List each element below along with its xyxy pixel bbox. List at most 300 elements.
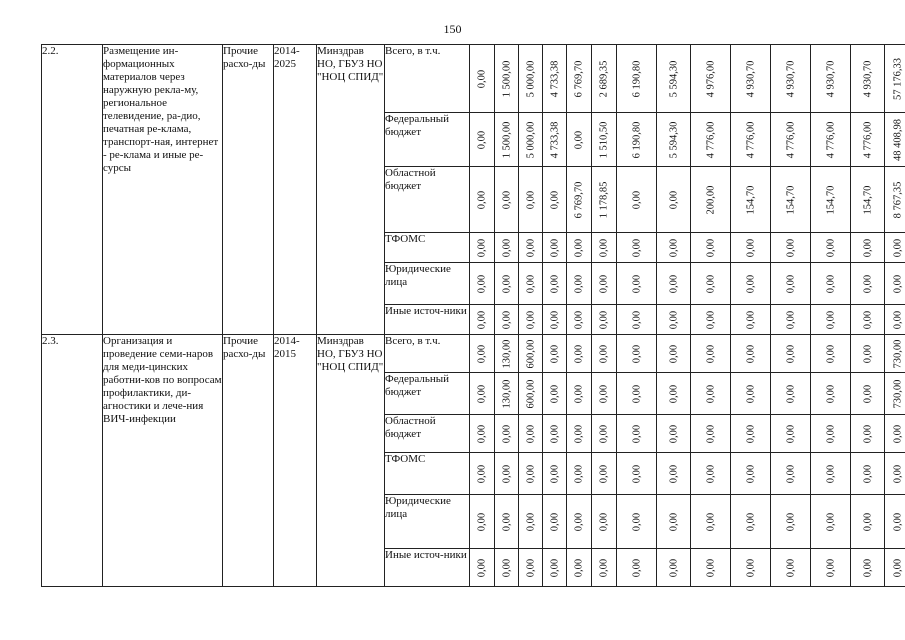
value-text: 0,00 [549, 190, 560, 209]
value-cell [657, 495, 691, 549]
value-cell [657, 263, 691, 305]
value-cell [885, 113, 905, 167]
value-cell [851, 167, 885, 233]
value-text: 0,00 [631, 384, 642, 403]
section-name: Организация и проведение семи-наров для меди-цинских работни-ков по вопросам профилактики, ди-агностики и лече-ния ВИЧ-инфекции [103, 335, 223, 587]
value-text: 5 594,30 [668, 60, 679, 97]
value-text: 0,00 [862, 384, 873, 403]
value-text: 0,00 [476, 464, 488, 483]
value-text: 0,00 [598, 424, 610, 443]
value-text: 0,00 [785, 310, 796, 329]
value-text: 0,00 [549, 384, 560, 403]
value-cell [771, 305, 811, 335]
value-cell [567, 373, 592, 415]
value-cell [657, 305, 691, 335]
value-cell [731, 305, 771, 335]
budget-table [41, 44, 905, 587]
value-text: 0,00 [573, 558, 585, 577]
value-cell [470, 45, 495, 113]
value-text: 0,00 [501, 310, 512, 329]
value-cell [543, 373, 567, 415]
expense-type: Прочие расхо-ды [223, 45, 274, 335]
value-cell [470, 495, 495, 549]
value-text: 0,00 [705, 384, 716, 403]
value-text: 0,00 [525, 190, 536, 209]
value-text: 0,00 [825, 464, 836, 483]
value-text: 0,00 [476, 69, 488, 88]
funding-source-label: ТФОМС [385, 233, 470, 263]
value-text: 0,00 [705, 558, 716, 577]
value-text: 0,00 [549, 558, 560, 577]
funding-source-label: Иные источ-ники [385, 305, 470, 335]
funding-source-label: Юридические лица [385, 263, 470, 305]
value-text: 4 976,00 [705, 60, 716, 97]
value-cell [851, 113, 885, 167]
value-cell [811, 335, 851, 373]
value-cell [771, 167, 811, 233]
value-text: 0,00 [525, 310, 536, 329]
value-cell [519, 263, 543, 305]
value-cell [851, 415, 885, 453]
value-text: 0,00 [785, 558, 796, 577]
value-cell [617, 167, 657, 233]
value-text: 0,00 [785, 344, 796, 363]
value-text: 0,00 [476, 274, 488, 293]
value-text: 0,00 [573, 130, 585, 149]
value-cell [470, 305, 495, 335]
value-cell [851, 373, 885, 415]
value-text: 8 767,35 [892, 181, 903, 218]
value-cell [657, 335, 691, 373]
value-cell [885, 45, 905, 113]
value-text: 4 930,70 [825, 60, 836, 97]
value-text: 0,00 [631, 424, 642, 443]
value-text: 0,00 [573, 344, 585, 363]
value-cell [519, 415, 543, 453]
value-cell [495, 45, 519, 113]
value-cell [731, 373, 771, 415]
value-text: 0,00 [501, 190, 512, 209]
value-text: 0,00 [785, 274, 796, 293]
expense-type: Прочие расхо-ды [223, 335, 274, 587]
value-text: 0,00 [598, 344, 610, 363]
value-cell [657, 45, 691, 113]
value-text: 0,00 [862, 464, 873, 483]
value-cell [567, 233, 592, 263]
value-cell [811, 453, 851, 495]
value-cell [885, 233, 905, 263]
value-text: 5 000,00 [525, 60, 536, 97]
value-cell [519, 453, 543, 495]
value-cell [567, 305, 592, 335]
value-cell [519, 305, 543, 335]
value-text: 2 689,35 [598, 60, 610, 97]
value-text: 0,00 [705, 512, 716, 531]
value-text: 0,00 [892, 512, 903, 531]
value-text: 0,00 [631, 190, 642, 209]
value-text: 0,00 [892, 424, 903, 443]
value-cell [592, 233, 617, 263]
value-cell [617, 453, 657, 495]
value-text: 0,00 [825, 310, 836, 329]
value-cell [851, 45, 885, 113]
value-cell [691, 415, 731, 453]
value-text: 6 190,80 [631, 60, 642, 97]
value-cell [543, 453, 567, 495]
value-cell [592, 373, 617, 415]
value-cell [495, 373, 519, 415]
value-cell [851, 495, 885, 549]
value-text: 0,00 [631, 310, 642, 329]
value-text: 0,00 [525, 274, 536, 293]
value-cell [592, 305, 617, 335]
value-text: 0,00 [705, 464, 716, 483]
value-text: 0,00 [862, 310, 873, 329]
value-text: 0,00 [862, 344, 873, 363]
value-cell [567, 495, 592, 549]
value-text: 0,00 [525, 558, 536, 577]
value-text: 0,00 [705, 274, 716, 293]
value-cell [470, 415, 495, 453]
value-cell [592, 495, 617, 549]
value-cell [885, 495, 905, 549]
value-text: 0,00 [785, 464, 796, 483]
value-cell [519, 549, 543, 587]
page-number: 150 [443, 22, 462, 36]
value-text: 0,00 [825, 238, 836, 257]
value-text: 0,00 [525, 238, 536, 257]
value-cell [885, 305, 905, 335]
funding-source-label: Всего, в т.ч. [385, 335, 470, 373]
funding-source-label: Всего, в т.ч. [385, 45, 470, 113]
value-text: 0,00 [785, 424, 796, 443]
value-text: 0,00 [668, 512, 679, 531]
value-text: 0,00 [668, 190, 679, 209]
value-text: 0,00 [668, 238, 679, 257]
value-text: 0,00 [825, 274, 836, 293]
value-cell [657, 453, 691, 495]
value-text: 6 769,70 [573, 181, 585, 218]
value-text: 0,00 [476, 384, 488, 403]
value-cell [495, 167, 519, 233]
value-cell [657, 373, 691, 415]
value-text: 0,00 [598, 384, 610, 403]
value-cell [657, 113, 691, 167]
value-text: 0,00 [825, 424, 836, 443]
value-text: 0,00 [825, 344, 836, 363]
value-text: 0,00 [549, 464, 560, 483]
value-text: 0,00 [745, 512, 756, 531]
value-cell [691, 495, 731, 549]
value-text: 5 594,30 [668, 121, 679, 158]
value-text: 0,00 [785, 512, 796, 531]
value-text: 0,00 [745, 558, 756, 577]
value-cell [617, 263, 657, 305]
value-text: 600,00 [525, 339, 536, 368]
value-text: 0,00 [668, 384, 679, 403]
value-cell [691, 305, 731, 335]
value-text: 0,00 [892, 310, 903, 329]
value-text: 0,00 [501, 274, 512, 293]
value-text: 0,00 [476, 130, 488, 149]
value-cell [617, 45, 657, 113]
value-cell [811, 305, 851, 335]
value-cell [771, 495, 811, 549]
value-text: 1 510,50 [598, 121, 610, 158]
value-text: 154,70 [862, 185, 873, 214]
value-cell [543, 415, 567, 453]
value-text: 0,00 [668, 310, 679, 329]
value-text: 0,00 [825, 512, 836, 531]
value-text: 0,00 [631, 464, 642, 483]
value-text: 0,00 [631, 274, 642, 293]
value-cell [519, 335, 543, 373]
value-text: 0,00 [668, 344, 679, 363]
value-cell [691, 335, 731, 373]
value-text: 0,00 [573, 274, 585, 293]
value-text: 154,70 [825, 185, 836, 214]
value-text: 0,00 [745, 274, 756, 293]
value-text: 0,00 [476, 424, 488, 443]
value-cell [691, 453, 731, 495]
value-cell [771, 233, 811, 263]
value-text: 0,00 [549, 274, 560, 293]
section-executor: Минздрав НО, ГБУЗ НО "НОЦ СПИД" [317, 45, 385, 335]
value-text: 0,00 [598, 512, 610, 531]
section-number: 2.3. [42, 335, 103, 587]
value-cell [543, 263, 567, 305]
value-cell [617, 233, 657, 263]
value-text: 1 500,00 [501, 121, 512, 158]
value-text: 0,00 [501, 238, 512, 257]
value-cell [885, 549, 905, 587]
value-text: 154,70 [745, 185, 756, 214]
value-cell [567, 549, 592, 587]
value-cell [519, 233, 543, 263]
value-text: 0,00 [785, 384, 796, 403]
value-cell [567, 415, 592, 453]
value-cell [495, 263, 519, 305]
value-cell [495, 113, 519, 167]
value-cell [470, 335, 495, 373]
value-cell [731, 113, 771, 167]
value-cell [567, 167, 592, 233]
value-text: 57 176,33 [892, 57, 903, 100]
value-cell [851, 263, 885, 305]
value-cell [771, 45, 811, 113]
value-cell [543, 45, 567, 113]
value-text: 0,00 [705, 238, 716, 257]
value-text: 0,00 [745, 310, 756, 329]
value-text: 730,00 [892, 379, 903, 408]
value-text: 0,00 [573, 310, 585, 329]
value-cell [495, 335, 519, 373]
value-cell [470, 373, 495, 415]
value-cell [617, 373, 657, 415]
value-text: 1 178,85 [598, 181, 610, 218]
value-text: 0,00 [573, 424, 585, 443]
value-cell [470, 453, 495, 495]
value-text: 0,00 [745, 384, 756, 403]
value-cell [811, 233, 851, 263]
value-cell [592, 415, 617, 453]
value-text: 0,00 [549, 424, 560, 443]
value-cell [543, 167, 567, 233]
value-cell [592, 335, 617, 373]
value-cell [691, 373, 731, 415]
value-text: 4 776,00 [825, 121, 836, 158]
value-text: 0,00 [892, 274, 903, 293]
value-cell [519, 167, 543, 233]
value-cell [657, 233, 691, 263]
value-cell [691, 263, 731, 305]
value-cell [811, 263, 851, 305]
value-text: 6 190,80 [631, 121, 642, 158]
value-cell [567, 45, 592, 113]
value-text: 0,00 [476, 512, 488, 531]
value-cell [470, 167, 495, 233]
value-text: 0,00 [862, 238, 873, 257]
value-text: 0,00 [631, 344, 642, 363]
value-cell [731, 495, 771, 549]
value-text: 0,00 [573, 464, 585, 483]
value-text: 0,00 [573, 384, 585, 403]
value-cell [657, 415, 691, 453]
value-text: 0,00 [862, 512, 873, 531]
value-text: 0,00 [825, 384, 836, 403]
value-cell [885, 263, 905, 305]
value-text: 4 776,00 [785, 121, 796, 158]
value-cell [885, 335, 905, 373]
value-cell [657, 167, 691, 233]
value-text: 0,00 [549, 310, 560, 329]
value-cell [885, 167, 905, 233]
value-text: 4 930,70 [862, 60, 873, 97]
value-text: 0,00 [476, 344, 488, 363]
value-cell [691, 233, 731, 263]
value-cell [811, 167, 851, 233]
value-text: 0,00 [573, 238, 585, 257]
value-text: 0,00 [668, 558, 679, 577]
value-text: 0,00 [745, 424, 756, 443]
value-cell [691, 113, 731, 167]
value-cell [885, 373, 905, 415]
value-text: 0,00 [501, 512, 512, 531]
value-text: 0,00 [745, 464, 756, 483]
value-text: 0,00 [668, 274, 679, 293]
funding-source-label: Иные источ-ники [385, 549, 470, 587]
value-cell [567, 453, 592, 495]
funding-source-label: Областной бюджет [385, 415, 470, 453]
section-executor: Минздрав НО, ГБУЗ НО "НОЦ СПИД" [317, 335, 385, 587]
value-cell [691, 549, 731, 587]
value-text: 0,00 [525, 464, 536, 483]
value-text: 1 500,00 [501, 60, 512, 97]
value-text: 0,00 [785, 238, 796, 257]
value-cell [731, 45, 771, 113]
value-text: 0,00 [573, 512, 585, 531]
value-text: 0,00 [892, 464, 903, 483]
value-text: 0,00 [892, 238, 903, 257]
value-text: 4 733,38 [549, 121, 560, 158]
value-cell [731, 549, 771, 587]
value-text: 0,00 [705, 344, 716, 363]
value-text: 0,00 [705, 424, 716, 443]
value-text: 0,00 [598, 464, 610, 483]
value-cell [495, 415, 519, 453]
value-cell [495, 453, 519, 495]
value-text: 5 000,00 [525, 121, 536, 158]
value-cell [885, 415, 905, 453]
value-cell [851, 305, 885, 335]
value-text: 0,00 [598, 558, 610, 577]
value-text: 0,00 [549, 512, 560, 531]
value-text: 0,00 [501, 424, 512, 443]
value-cell [592, 167, 617, 233]
value-text: 0,00 [631, 512, 642, 531]
value-cell [811, 373, 851, 415]
value-cell [771, 263, 811, 305]
value-text: 0,00 [525, 512, 536, 531]
value-text: 0,00 [745, 238, 756, 257]
value-cell [543, 549, 567, 587]
value-cell [543, 335, 567, 373]
value-cell [691, 167, 731, 233]
funding-source-label: ТФОМС [385, 453, 470, 495]
value-cell [885, 453, 905, 495]
value-text: 0,00 [668, 424, 679, 443]
value-text: 4 776,00 [745, 121, 756, 158]
value-text: 0,00 [862, 558, 873, 577]
value-cell [519, 45, 543, 113]
value-cell [592, 45, 617, 113]
value-cell [731, 453, 771, 495]
value-text: 4 776,00 [862, 121, 873, 158]
value-text: 730,00 [892, 339, 903, 368]
value-text: 0,00 [501, 464, 512, 483]
value-text: 0,00 [476, 310, 488, 329]
value-cell [567, 263, 592, 305]
value-cell [851, 233, 885, 263]
value-cell [495, 495, 519, 549]
value-text: 0,00 [631, 238, 642, 257]
value-cell [731, 263, 771, 305]
value-cell [495, 549, 519, 587]
funding-source-label: Юридические лица [385, 495, 470, 549]
value-cell [771, 453, 811, 495]
value-text: 154,70 [785, 185, 796, 214]
value-cell [617, 113, 657, 167]
value-text: 0,00 [668, 464, 679, 483]
value-text: 0,00 [549, 344, 560, 363]
value-cell [811, 113, 851, 167]
value-text: 0,00 [476, 190, 488, 209]
section-number: 2.2. [42, 45, 103, 335]
value-cell [519, 373, 543, 415]
value-cell [470, 263, 495, 305]
value-cell [470, 113, 495, 167]
section-period: 2014-2025 [274, 45, 317, 335]
value-cell [495, 233, 519, 263]
value-cell [851, 453, 885, 495]
value-cell [771, 335, 811, 373]
value-text: 0,00 [476, 558, 488, 577]
value-cell [592, 113, 617, 167]
value-text: 0,00 [501, 558, 512, 577]
value-cell [543, 233, 567, 263]
value-text: 0,00 [745, 344, 756, 363]
value-cell [811, 495, 851, 549]
